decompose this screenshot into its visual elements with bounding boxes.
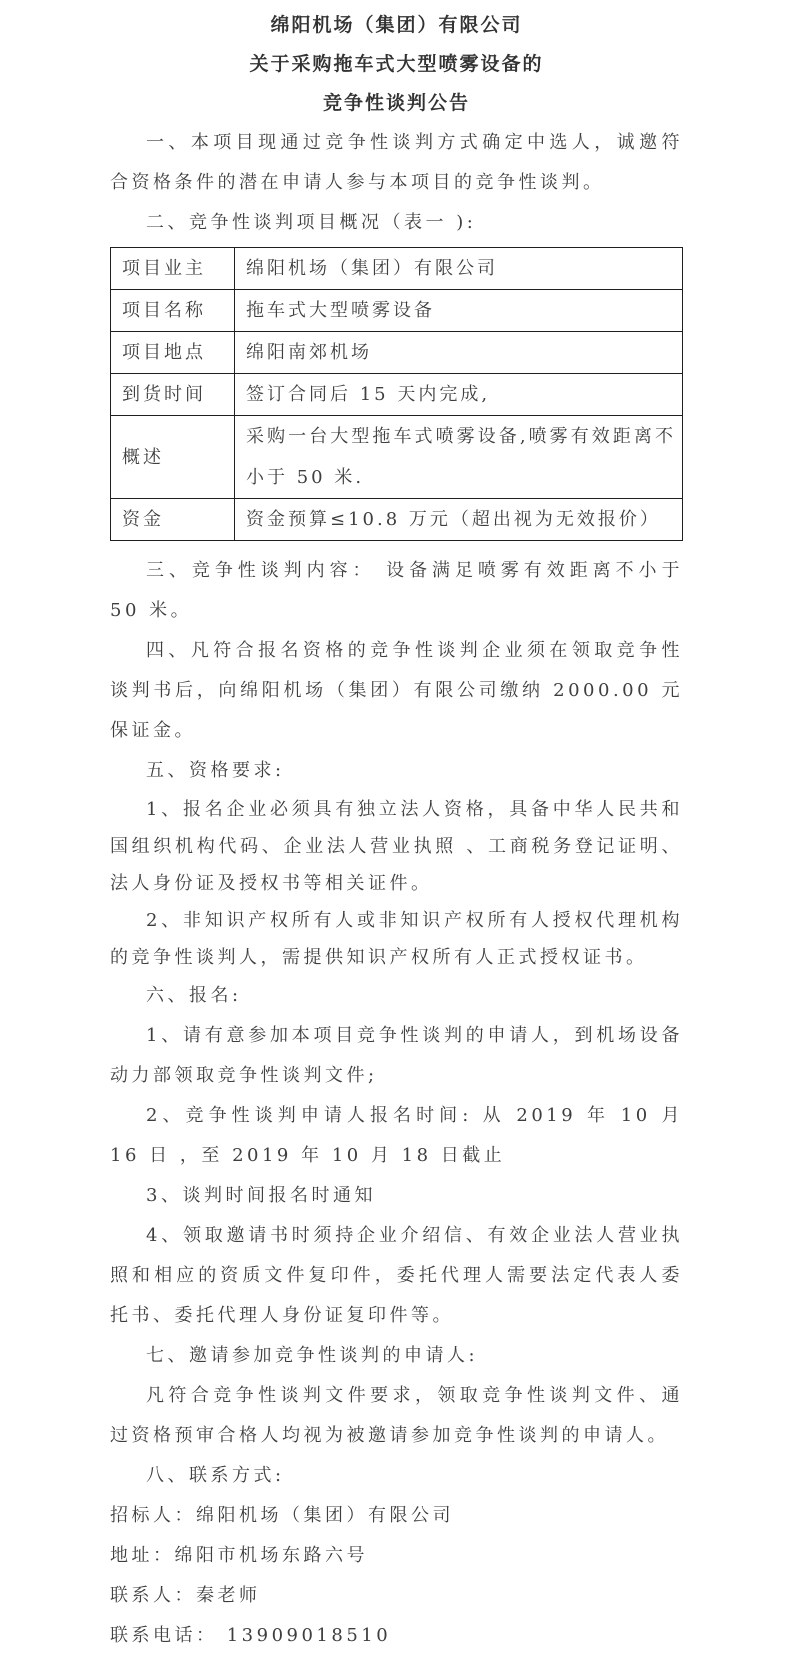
table-label: 到货时间 [111,374,235,416]
table-row-project-owner [111,248,683,290]
project-overview-table [110,247,683,541]
heading-section-8: 八、联系方式: [146,1465,285,1486]
table-row-delivery-time [111,374,683,416]
paragraph-section-6-item-4: 4、领取邀请书时须持企业介绍信、有效企业法人营业执照和相应的资质文件复印件，委托代理人需要法定代表人委托书、委托代理人身份证复印件等。 [110,1225,683,1326]
contact-tenderer: 招标人：绵阳机场（集团）有限公司 [110,1505,454,1526]
table-row-project-location [111,332,683,374]
table-label: 项目名称 [111,290,235,332]
paragraph-section-6-item-3: 3、谈判时间报名时通知 [146,1185,376,1206]
contact-phone: 联系电话： 13909018510 [110,1625,392,1646]
table-row-budget [111,499,683,541]
heading-section-7: 七、邀请参加竞争性谈判的申请人: [146,1345,479,1366]
table-label: 资金 [111,499,235,541]
table-value: 拖车式大型喷雾设备 [235,290,683,332]
paragraph-section-6-item-1: 1、请有意参加本项目竞争性谈判的申请人，到机场设备动力部领取竞争性谈判文件; [110,1025,683,1086]
table-value: 资金预算≤10.8 万元（超出视为无效报价） [235,499,683,541]
table-value: 签订合同后 15 天内完成, [235,374,683,416]
table-value: 采购一台大型拖车式喷雾设备,喷雾有效距离不小于 50 米. [235,416,683,499]
heading-section-5: 五、资格要求: [146,760,285,781]
paragraph-section-5-item-1: 1、报名企业必须具有独立法人资格，具备中华人民共和国组织机构代码、企业法人营业执照 、工商税务登记证明、法人身份证及授权书等相关证件。 [110,799,683,894]
heading-section-2: 二、竞争性谈判项目概况（表一 ): [146,212,477,233]
table-row-project-name [111,290,683,332]
paragraph-section-6-item-2: 2、竞争性谈判申请人报名时间: 从 2019 年 10 月 16 日 ，至 2019 年 10 月 18 日截止 [110,1105,683,1166]
table-value: 绵阳机场（集团）有限公司 [235,248,683,290]
table-row-summary [111,416,683,499]
table-label: 项目业主 [111,248,235,290]
paragraph-section-7-body: 凡符合竞争性谈判文件要求，领取竞争性谈判文件、通过资格预审合格人均视为被邀请参加竞争性谈判的申请人。 [110,1385,683,1446]
contact-address: 地址：绵阳市机场东路六号 [110,1545,368,1566]
document-title-company: 绵阳机场（集团）有限公司 [270,14,523,36]
document-title-subject: 关于采购拖车式大型喷雾设备的 [249,53,544,75]
paragraph-section-4: 四、凡符合报名资格的竞争性谈判企业须在领取竞争性谈判书后，向绵阳机场（集团）有限公司缴纳 2000.00 元保证金。 [110,640,683,741]
paragraph-section-5-item-2: 2、非知识产权所有人或非知识产权所有人授权代理机构的竞争性谈判人，需提供知识产权所有人正式授权证书。 [110,910,683,968]
paragraph-section-1: 一、本项目现通过竞争性谈判方式确定中选人，诚邀符合资格条件的潜在申请人参与本项目的竞争性谈判。 [110,132,683,193]
table-label: 项目地点 [111,332,235,374]
document-title-notice-type: 竞争性谈判公告 [322,92,470,114]
table-label: 概述 [111,416,235,499]
paragraph-section-3: 三、竞争性谈判内容： 设备满足喷雾有效距离不小于 50 米。 [110,560,683,621]
contact-person: 联系人：秦老师 [110,1585,261,1606]
heading-section-6: 六、报名: [146,985,242,1006]
table-value: 绵阳南郊机场 [235,332,683,374]
